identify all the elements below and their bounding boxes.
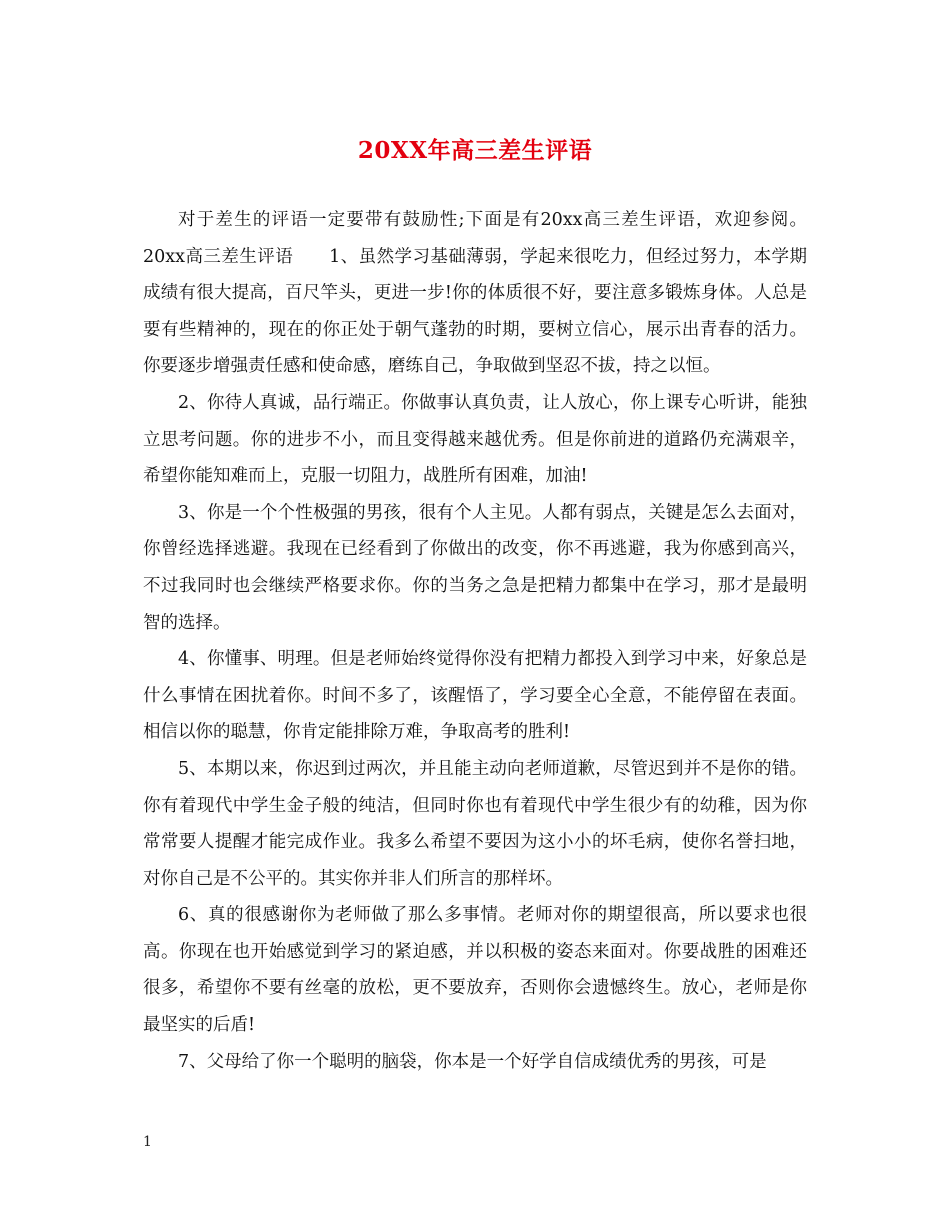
comment-paragraph-3: 3、你是一个个性极强的男孩，很有个人主见。人都有弱点，关键是怎么去面对，你曾经选择逃避。我现在已经看到了你做出的改变，你不再逃避，我为你感到高兴，不过我同时也会继续严格要求你。你的当务之急是把精力都集中在学习，那才是最明智的选择。: [143, 502, 807, 633]
comment-paragraph-2: 2、你待人真诚，品行端正。你做事认真负责，让人放心，你上课专心听讲，能独立思考问题。你的进步不小，而且变得越来越优秀。但是你前进的道路仍充满艰辛，希望你能知难而上，克服一切阻力，战胜所有困难，加油!: [143, 392, 807, 487]
document-title: 20XX年高三差生评语: [357, 137, 593, 164]
comment-paragraph-4: 4、你懂事、明理。但是老师始终觉得你没有把精力都投入到学习中来，好象总是什么事情在困扰着你。时间不多了，该醒悟了，学习要全心全意，不能停留在表面。相信以你的聪慧，你肯定能排除万难，争取高考的胜利!: [143, 649, 807, 743]
intro-paragraph: 对于差生的评语一定要带有鼓励性;下面是有20xx高三差生评语，欢迎参阅。20xx高三差生评语 1、虽然学习基础薄弱，学起来很吃力，但经过努力，本学期成绩有很大提高，百尺竿头，更进一步!你的体质很不好，要注意多锻炼身体。人总是要有些精神的，现在的你正处于朝气蓬勃的时期，要树立信心，展示出青春的活力。你要逐步增强责任感和使命感，磨练自己，争取做到坚忍不拔，持之以恒。: [143, 210, 807, 377]
document-body: [143, 202, 807, 1080]
page-number: 1: [143, 1134, 152, 1150]
comment-paragraph-5: 5、本期以来，你迟到过两次，并且能主动向老师道歉，尽管迟到并不是你的错。你有着现代中学生金子般的纯洁，但同时你也有着现代中学生很少有的幼稚，因为你常常要人提醒才能完成作业。我多么希望不要因为这小小的坏毛病，使你名誉扫地，对你自己是不公平的。其实你并非人们所言的那样坏。: [143, 758, 807, 889]
comment-paragraph-6: 6、真的很感谢你为老师做了那么多事情。老师对你的期望很高，所以要求也很高。你现在也开始感觉到学习的紧迫感，并以积极的姿态来面对。你要战胜的困难还很多，希望你不要有丝毫的放松，更不要放弃，否则你会遗憾终生。放心，老师是你最坚实的后盾!: [143, 905, 807, 1036]
comment-paragraph-7: 7、父母给了你一个聪明的脑袋，你本是一个好学自信成绩优秀的男孩，可是: [178, 1051, 767, 1072]
